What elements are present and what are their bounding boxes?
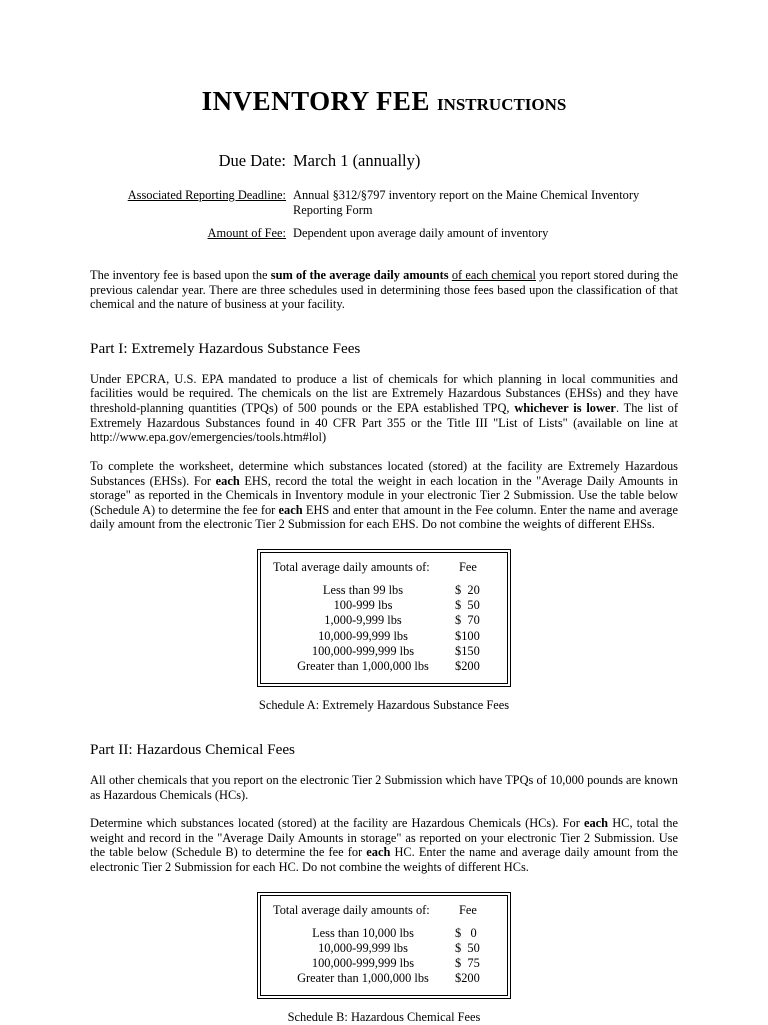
fee-cell: $200 xyxy=(455,971,480,986)
title-sub: INSTRUCTIONS xyxy=(436,95,567,114)
part2-p2-text: HC. Enter the name and average daily amount from the electronic Tier 2 Submission for each HC. Do not combine the weights of different HCs. xyxy=(90,845,678,874)
table-row xyxy=(273,644,497,659)
schedule-b-header xyxy=(273,903,497,918)
range-cell: 10,000-99,999 lbs xyxy=(318,940,408,955)
page-title xyxy=(90,86,678,117)
range-cell: 100,000-999,999 lbs xyxy=(311,643,415,658)
table-row xyxy=(273,583,497,598)
part2-p2-text: Determine which substances located (stored) at the facility are Hazardous Chemicals (HCs). For xyxy=(90,816,584,831)
schedule-a-table xyxy=(257,549,511,687)
part1-p1-bold-text: whichever is lower xyxy=(514,401,616,415)
table-row xyxy=(273,613,497,628)
part2-p2-text: HC, total the weight and record in the "Average Daily Amounts in storage" as reported on your electronic Tier 2 Submission. Use the table below (Schedule B) to determine the fee for xyxy=(90,816,678,860)
table-row xyxy=(273,629,497,644)
fee-cell: $ 50 xyxy=(455,940,480,955)
range-cell: Less than 10,000 lbs xyxy=(312,925,414,940)
intro-paragraph xyxy=(90,268,678,312)
intro-bold-text: sum of the average daily amounts xyxy=(270,267,449,282)
table-row xyxy=(273,659,497,674)
table-row xyxy=(273,956,497,971)
fee-cell: $100 xyxy=(455,628,480,643)
part1-p2-text: To complete the worksheet, determine which substances located (stored) at the facility are Extremely Hazardous Substances (EHSs). For xyxy=(90,458,678,488)
fee-cell: $ 20 xyxy=(455,583,480,598)
range-cell: 100-999 lbs xyxy=(333,598,393,613)
fee-cell: $150 xyxy=(455,643,480,658)
fee-cell: $200 xyxy=(455,658,480,673)
part1-p2-bold-text: each xyxy=(215,473,240,488)
due-date-row xyxy=(90,151,678,171)
schedule-b-wrapper xyxy=(90,892,678,1000)
reporting-deadline-value: Annual §312/§797 inventory report on the Maine Chemical Inventory Reporting Form xyxy=(293,188,640,217)
fee-cell: $ 75 xyxy=(455,956,480,970)
schedule-b-caption: Schedule B: Hazardous Chemical Fees xyxy=(287,1010,481,1025)
fee-cell: $ 70 xyxy=(455,613,480,628)
part1-p1-text: . The list of Extremely Hazardous Substances found in 40 CFR Part 355 or the Title III "List of Lists" (available on line at http://www.epa.gov/emergencies/tools.htm#lol) xyxy=(90,401,678,445)
schedule-a-caption: Schedule A: Extremely Hazardous Substance Fees xyxy=(258,697,510,712)
part1-p1-text: Under EPCRA, U.S. EPA mandated to produce a list of chemicals for which planning in local communities and facilities would be required. The chemicals on the list are Extremely Hazardous Substances (EHSs) and they have threshold-planning quantities (TPQs) of 500 pounds or the EPA established TPQ, xyxy=(90,371,678,415)
table-row xyxy=(273,971,497,986)
range-cell: 100,000-999,999 lbs xyxy=(311,956,415,970)
part2-heading: Part II: Hazardous Chemical Fees xyxy=(90,740,295,758)
range-cell: Less than 99 lbs xyxy=(322,583,404,598)
amount-of-fee-row xyxy=(90,226,678,241)
part1-paragraph-1 xyxy=(90,372,678,445)
part2-paragraph-2 xyxy=(90,816,678,875)
range-cell: 1,000-9,999 lbs xyxy=(324,613,402,628)
fee-cell: $ 0 xyxy=(455,925,477,940)
amount-of-fee-label: Amount of Fee: xyxy=(207,226,286,241)
intro-underlined-text: of each chemical xyxy=(451,267,536,282)
part1-p2-text: EHS and enter that amount in the Fee column. Enter the name and average daily amount from the electronic Tier 2 Submission for each EHS. Do not combine the weights of different EHSs. xyxy=(90,502,678,532)
range-cell: Greater than 1,000,000 lbs xyxy=(297,658,429,673)
part1-heading: Part I: Extremely Hazardous Substance Fees xyxy=(90,339,361,357)
due-date-value: March 1 (annually) xyxy=(293,151,421,170)
schedule-a-wrapper xyxy=(90,549,678,687)
intro-text: The inventory fee is based upon the xyxy=(90,267,271,282)
intro-text: you report stored during the previous calendar year. There are three schedules used in determining those fees based upon the classification of that chemical and the nature of business at your facility. xyxy=(90,267,678,312)
due-date-label: Due Date: xyxy=(218,151,286,170)
schedule-a-header xyxy=(273,560,497,575)
reporting-deadline-label: Associated Reporting Deadline: xyxy=(127,188,286,202)
part1-p2-bold-text: each xyxy=(278,502,303,517)
schedule-b-header-amounts: Total average daily amounts of: xyxy=(273,902,430,917)
title-main: INVENTORY FEE xyxy=(201,86,430,116)
schedule-a-header-amounts: Total average daily amounts of: xyxy=(273,560,430,574)
table-row xyxy=(273,598,497,613)
range-cell: Greater than 1,000,000 lbs xyxy=(297,971,429,986)
schedule-a-header-fee: Fee xyxy=(459,560,477,574)
amount-of-fee-value: Dependent upon average daily amount of inventory xyxy=(293,226,549,241)
schedule-b-header-fee: Fee xyxy=(459,902,477,917)
reporting-deadline-row xyxy=(90,188,678,217)
fee-cell: $ 50 xyxy=(455,598,480,613)
part1-paragraph-2 xyxy=(90,459,678,532)
range-cell: 10,000-99,999 lbs xyxy=(318,628,408,643)
part1-p2-text: EHS, record the total the weight in each location in the "Average Daily Amounts in storage" as reported in the Chemicals in Inventory module in your electronic Tier 2 Submission. Use the table below (Schedule A) to determine the fee for xyxy=(90,473,678,517)
table-row xyxy=(273,926,497,941)
part2-paragraph-1: All other chemicals that you report on the electronic Tier 2 Submission which have TPQs of 10,000 pounds are known as Hazardous Chemicals (HCs). xyxy=(90,772,678,802)
schedule-b-table xyxy=(257,892,511,1000)
table-row xyxy=(273,941,497,956)
part2-p2-bold-text: each xyxy=(583,816,609,831)
part2-p2-bold-text: each xyxy=(366,845,391,860)
